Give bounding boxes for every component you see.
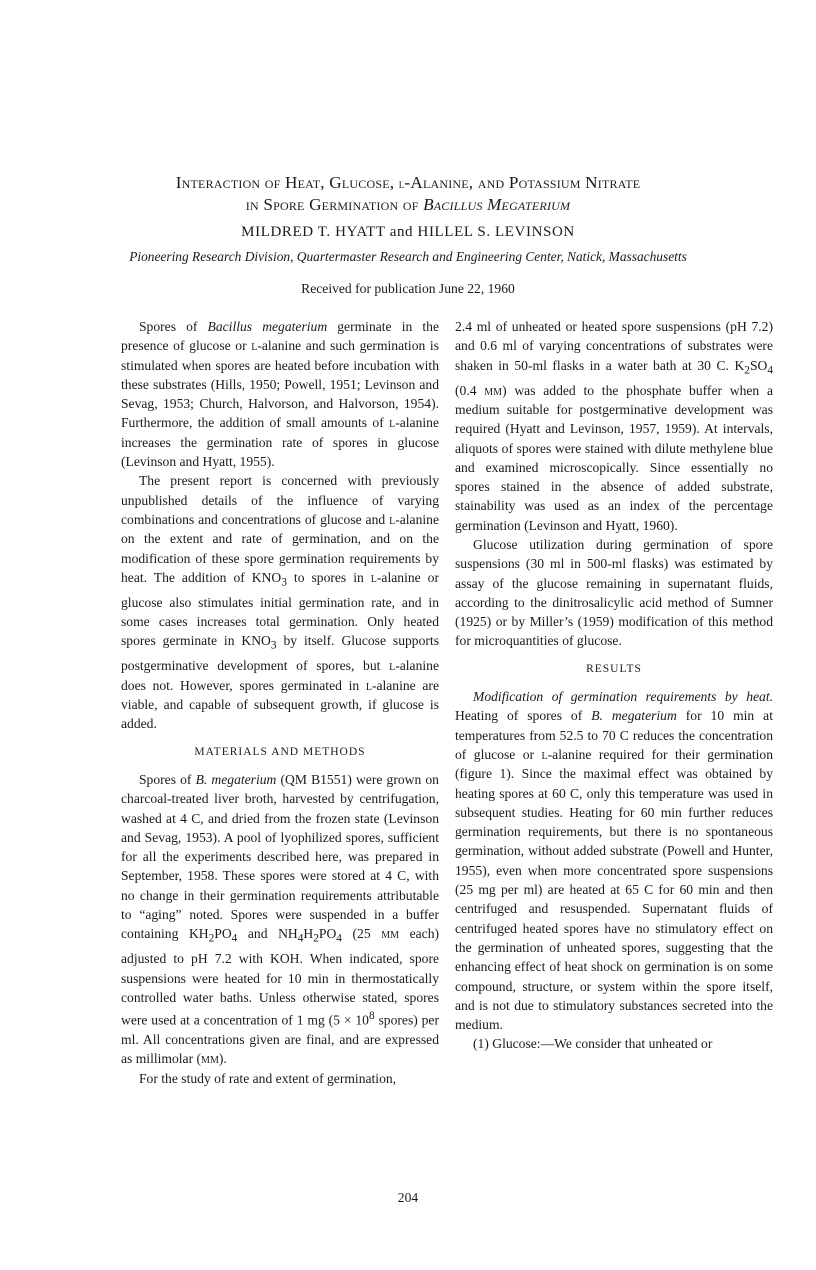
received-date: Received for publication June 22, 1960 [301,281,515,296]
left-column [121,317,439,1088]
paragraph: Glucose utilization during germination of spore suspensions (30 ml in 500-ml flasks) was estimated by assay of the glucose remaining in supernatant fluids, according to the dinitrosalicylic acid method of Sumner (1925) or by Miller’s (1959) modification of this method for microquantities of glucose. [455,536,773,649]
page-number: 204 [397,1190,419,1205]
title-line-1: Interaction of Heat, Glucose, l-Alanine, and Potassium Nitrate [175,173,641,192]
title-line-2: in Spore Germination of Bacillus Megaterium [245,195,571,214]
paragraph: Spores of Bacillus megaterium germinate in the presence of glucose or l-alanine and such germination is stimulated when spores are heated before incubation with these substrates (Hills, 1950; Powell, 1951; Levinson and Sevag, 1953; Church, Halvorson, and Halvorson, 1954). Furthermore, the addition of small amounts of l-alanine increases the germination rate of spores in glucose (Levinson and Hyatt, 1955). [121,319,439,470]
paragraph: The present report is concerned with previously unpublished details of the influence of varying combinations and concentrations of glucose and l-alanine on the extent and rate of germination, and on the modification of these spore germination requirements by heat. The addition of $KNO_3$ to spores in l-alanine or glucose also stimulates initial germination rate, and in some cases increases total germination. Only heated spores germinate in $KNO_3$ by itself. Glucose supports postgerminative development of spores, but l-alanine does not. However, spores germinated in l-alanine are viable, and capable of subsequent growth, if glucose is added. [121,473,440,732]
affiliation: Pioneering Research Division, Quartermaster Research and Engineering Center, Natick, Massachusetts [129,249,687,264]
paragraph: (1) Glucose:—We consider that unheated or [473,1036,713,1052]
section-heading-results: RESULTS [586,662,642,675]
right-column [455,317,773,1054]
paragraph: For the study of rate and extent of germination, [139,1070,397,1086]
paragraph: Modification of germination requirements by heat. Heating of spores of B. megaterium for 10 min at temperatures from 52.5 to 70 C reduces the concentration of glucose or l-alanine required for their germination (figure 1). Since the maximal effect was obtained by heating spores at 60 C, only this temperature was used in subsequent studies. Heating for 60 min further reduces germination requirements, but there is no spontaneous germination, without added substrate (Powell and Hunter, 1955), even when more concentrated spore suspensions (25 mg per ml) are heated at 65 C for 60 min and then centrifuged and resuspended. Supernatant fluids of centrifuged heated spores have no stimulatory effect on the germination of unheated spores, suggesting that the enhancing effect of heat shock on germination is on some compound, structure, or system within the spore itself, and is not due to stimulatory substances secreted into the medium. [455,689,773,1033]
paragraph: Spores of B. megaterium (QM B1551) were grown on charcoal-treated liver broth, harvested by centrifugation, washed at 4 C, and dried from the frozen state (Levinson and Sevag, 1953). A pool of lyophilized spores, sufficient for all the experiments described here, was prepared in September, 1958. These spores were stored at 4 C, with no change in their germination requirements attributable to “aging” noted. Spores were suspended in a buffer containing $KH_2PO_4$ and $NH_4H_2PO_4$ (25 mm each) adjusted to pH 7.2 with KOH. When indicated, spore suspensions were heated for 10 min in thermostatically controlled water baths. Unless otherwise stated, spores were used at a concentration of 1 mg ($5 \times 10^8$ spores) per ml. All concentrations given are final, and are expressed as millimolar (mm). [121,771,440,1067]
article-title [100,172,716,215]
authors: MILDRED T. HYATT and HILLEL S. LEVINSON [241,224,575,240]
paragraph: 2.4 ml of unheated or heated spore suspensions (pH 7.2) and 0.6 ml of varying concentrations of substrates were shaken in 50-ml flasks in a water bath at 30 C. $K_2SO_4$ (0.4 mm) was added to the phosphate buffer when a medium suitable for postgerminative development was required (Hyatt and Levinson, 1957, 1959). At intervals, aliquots of spores were stained with dilute methylene blue and examined microscopically. Since essentially no spores stained in the absence of added substrate, stainability was used as an index of the percentage germination (Levinson and Hyatt, 1960). [455,319,773,533]
section-heading-materials: MATERIALS AND METHODS [194,745,366,758]
